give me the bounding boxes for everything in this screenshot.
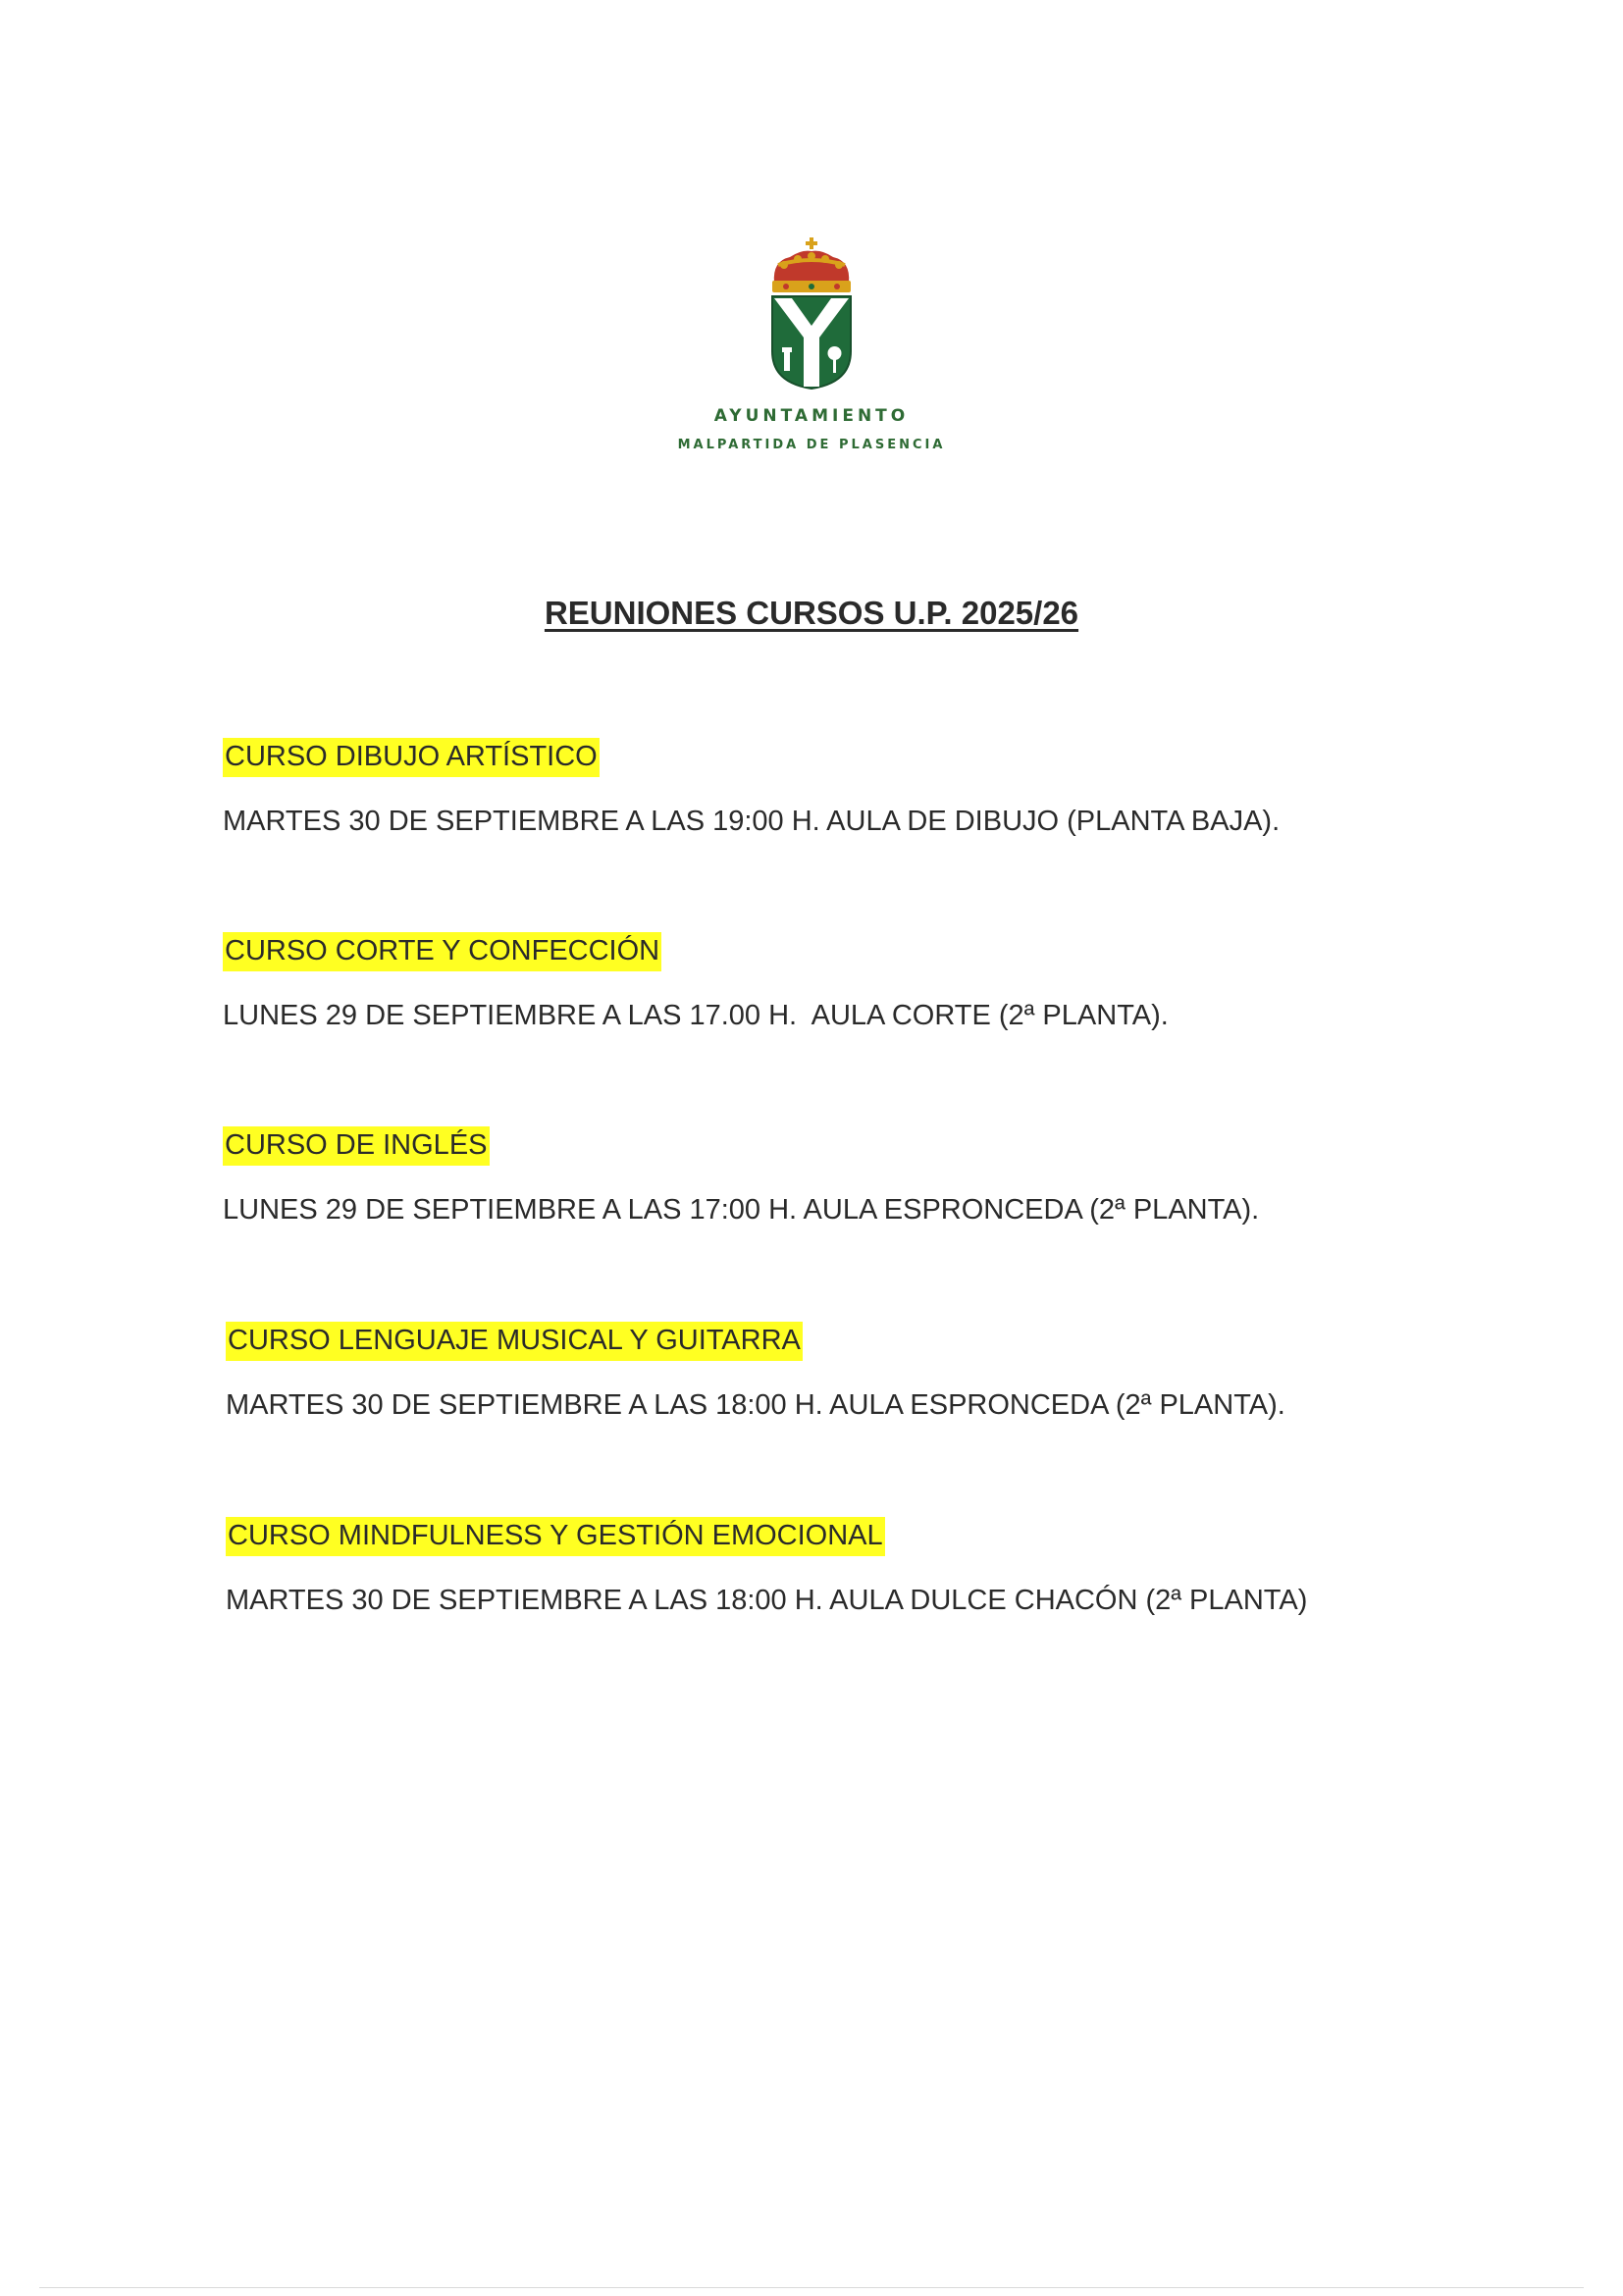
course-name: CURSO MINDFULNESS Y GESTIÓN EMOCIONAL [226, 1517, 885, 1556]
org-name: AYUNTAMIENTO [713, 406, 910, 426]
course-name: CURSO LENGUAJE MUSICAL Y GUITARRA [226, 1322, 803, 1361]
course-block [223, 1126, 1498, 1227]
coat-of-arms-icon [764, 235, 859, 392]
course-detail: MARTES 30 DE SEPTIEMBRE A LAS 18:00 H. AULA DULCE CHACÓN (2ª PLANTA) [226, 1584, 1308, 1616]
course-detail: LUNES 29 DE SEPTIEMBRE A LAS 17:00 H. AULA ESPRONCEDA (2ª PLANTA). [223, 1193, 1260, 1226]
course-name: CURSO CORTE Y CONFECCIÓN [223, 932, 661, 971]
course-detail: MARTES 30 DE SEPTIEMBRE A LAS 18:00 H. AULA ESPRONCEDA (2ª PLANTA). [226, 1388, 1285, 1421]
org-subtitle: MALPARTIDA DE PLASENCIA [677, 438, 946, 452]
course-block [223, 932, 1498, 1033]
course-detail: MARTES 30 DE SEPTIEMBRE A LAS 19:00 H. AULA DE DIBUJO (PLANTA BAJA). [223, 805, 1281, 837]
scan-edge-line [39, 2287, 1584, 2288]
course-block [223, 738, 1498, 839]
course-name: CURSO DIBUJO ARTÍSTICO [223, 738, 600, 777]
course-detail: LUNES 29 DE SEPTIEMBRE A LAS 17.00 H. AULA CORTE (2ª PLANTA). [223, 999, 1169, 1031]
municipal-logo [0, 235, 1623, 452]
course-block [226, 1322, 1501, 1423]
course-block [226, 1517, 1501, 1618]
course-name: CURSO DE INGLÉS [223, 1126, 490, 1166]
page-title: REUNIONES CURSOS U.P. 2025/26 [544, 595, 1079, 631]
